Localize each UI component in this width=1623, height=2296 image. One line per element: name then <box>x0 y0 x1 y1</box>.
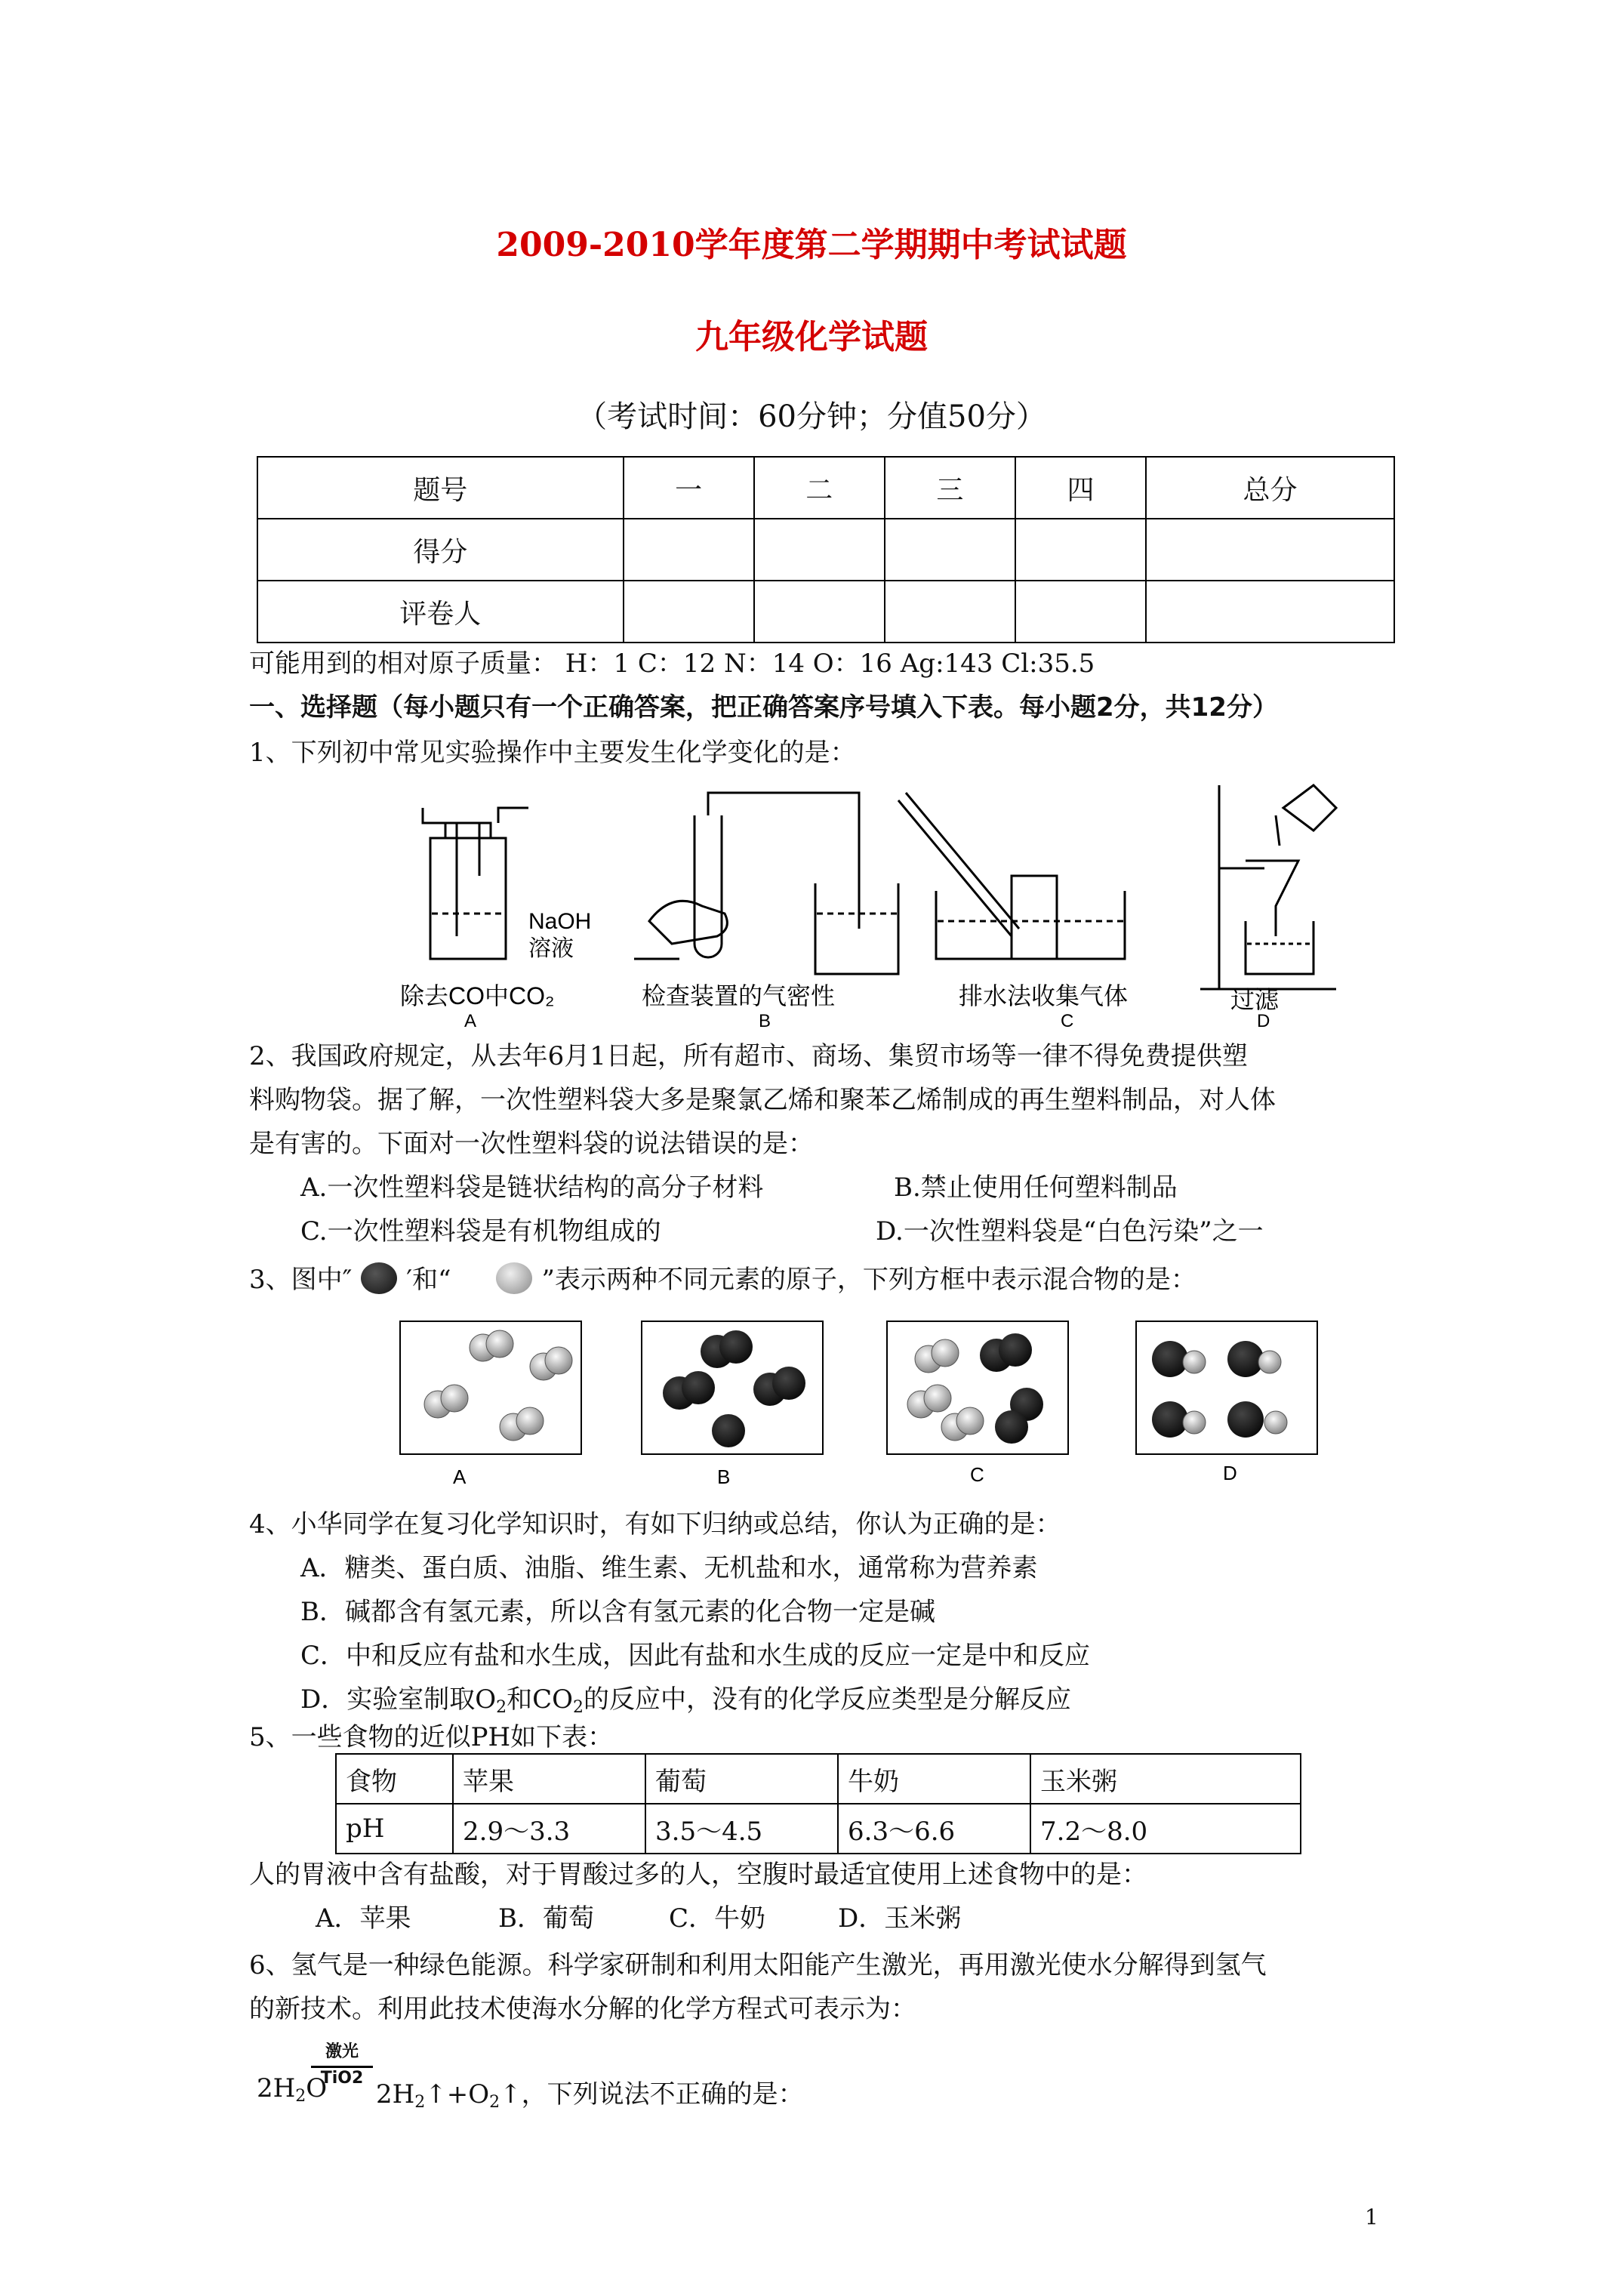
table-cell: 一 <box>624 457 754 519</box>
page-number: 1 <box>1365 2205 1378 2230</box>
atomic-masses: 可能用到的相对原子质量： H：1 C：12 N：14 O：16 Ag:143 Cl:35.5 <box>249 649 1095 679</box>
table-cell: pH <box>336 1804 453 1854</box>
q1-caption-d: 过滤 <box>1230 986 1280 1013</box>
q4-d-suffix: 的反应中，没有的化学反应类型是分解反应 <box>584 1684 1072 1715</box>
q1-letter-a: A <box>464 1011 477 1027</box>
q5-option-b: B．葡萄 <box>498 1903 594 1934</box>
table-cell: 玉米粥 <box>1030 1754 1301 1804</box>
q2-stem-line1: 2、我国政府规定，从去年6月1日起，所有超市、商场、集贸市场等一律不得免费提供塑 <box>249 1041 1248 1071</box>
exam-info: （考试时间：60分钟；分值50分） <box>577 399 1046 434</box>
q1-figure <box>377 778 1344 1027</box>
score-entry-cell[interactable] <box>885 519 1015 581</box>
table-row <box>257 581 1394 643</box>
q1-letter-c: C <box>1061 1011 1074 1027</box>
eq-condition-bottom: TiO2 <box>320 2069 364 2088</box>
q2-option-a: A.一次性塑料袋是链状结构的高分子材料 <box>300 1173 764 1203</box>
q4-d-sub2: 2 <box>573 1698 584 1717</box>
score-table-header-row <box>257 457 1394 519</box>
box-a-molecules <box>424 1330 572 1441</box>
table-cell: 得分 <box>257 519 624 581</box>
q1-stem: 1、下列初中常见实验操作中主要发生化学变化的是： <box>249 738 856 768</box>
q1-letter-b: B <box>759 1011 771 1027</box>
q1-letter-d: D <box>1257 1011 1270 1027</box>
exam-title: 2009-2010学年度第二学期期中考试试题 <box>496 226 1127 264</box>
score-entry-cell[interactable] <box>1146 581 1394 643</box>
q2-option-b: B.禁止使用任何塑料制品 <box>894 1173 1178 1203</box>
q2-option-d: D.一次性塑料袋是“白色污染”之一 <box>876 1216 1264 1247</box>
naoh-label: NaOH <box>528 909 592 934</box>
q3-letter-c: C <box>970 1463 984 1486</box>
q3-letter-b: B <box>717 1465 731 1487</box>
eq-right: $2H_2↑+O_2↑$，下列说法不正确的是： <box>376 2079 804 2112</box>
box-d-molecules <box>1152 1341 1287 1438</box>
q4-option-c: C．中和反应有盐和水生成，因此有盐和水生成的反应一定是中和反应 <box>300 1641 1091 1671</box>
q3-figure <box>393 1314 1344 1487</box>
washing-bottle-icon <box>423 808 528 959</box>
ph-table <box>335 1753 1301 1854</box>
table-cell: 7.2～8.0 <box>1030 1804 1301 1854</box>
dark-atom-icon <box>361 1262 397 1294</box>
q5-question: 人的胃液中含有盐酸，对于胃酸过多的人，空腹时最适宜使用上述食物中的是： <box>249 1860 1147 1890</box>
eq-arrow-line <box>311 2066 373 2068</box>
table-row <box>336 1804 1301 1854</box>
q4-d-mid: 和CO <box>507 1684 574 1715</box>
table-row <box>336 1754 1301 1804</box>
box-c-molecules <box>907 1333 1043 1444</box>
q6-stem-line2: 的新技术。利用此技术使海水分解的化学方程式可表示为： <box>249 1994 916 2024</box>
table-cell: 葡萄 <box>645 1754 838 1804</box>
table-cell: 6.3～6.6 <box>838 1804 1030 1854</box>
naoh-label-2: 溶液 <box>528 936 574 961</box>
score-table <box>257 456 1395 643</box>
q3-letter-a: A <box>453 1465 467 1487</box>
q5-option-a: A．苹果 <box>316 1903 411 1934</box>
q2-option-c: C.一次性塑料袋是有机物组成的 <box>300 1216 661 1247</box>
table-cell: 牛奶 <box>838 1754 1030 1804</box>
q5-option-c: C．牛奶 <box>669 1903 766 1934</box>
q1-caption-c: 排水法收集气体 <box>959 982 1129 1009</box>
airtightness-apparatus-icon <box>634 793 898 974</box>
score-entry-cell[interactable] <box>1015 581 1146 643</box>
score-entry-cell[interactable] <box>624 519 754 581</box>
eq-left: $2H_2O$ <box>257 2073 328 2106</box>
q3-letter-d: D <box>1223 1462 1237 1484</box>
exam-subtitle: 九年级化学试题 <box>695 318 928 356</box>
table-cell: 题号 <box>257 457 624 519</box>
q3-stem-part1: 3、图中″ <box>249 1265 353 1295</box>
water-collection-icon <box>898 793 1125 959</box>
q5-stem: 5、一些食物的近似PH如下表： <box>249 1722 614 1752</box>
q4-stem: 4、小华同学在复习化学知识时，有如下归纳或总结，你认为正确的是： <box>249 1509 1061 1539</box>
table-cell: 四 <box>1015 457 1146 519</box>
table-cell: 2.9～3.3 <box>453 1804 645 1854</box>
q1-caption-b: 检查装置的气密性 <box>642 982 836 1009</box>
table-cell: 食物 <box>336 1754 453 1804</box>
q3-stem <box>249 1262 1196 1294</box>
eq-condition-top: 激光 <box>325 2042 359 2061</box>
score-entry-cell[interactable] <box>885 581 1015 643</box>
table-cell: 评卷人 <box>257 581 624 643</box>
q6-stem-line1: 6、氢气是一种绿色能源。科学家研制和利用太阳能产生激光，再用激光使水分解得到氢气 <box>249 1950 1267 1980</box>
q4-option-d <box>300 1684 1072 1717</box>
table-cell: 三 <box>885 457 1015 519</box>
score-entry-cell[interactable] <box>754 581 885 643</box>
q2-stem-line2: 料购物袋。据了解，一次性塑料袋大多是聚氯乙烯和聚苯乙烯制成的再生塑料制品，对人体 <box>249 1085 1276 1115</box>
q5-option-d: D．玉米粥 <box>838 1903 962 1934</box>
q2-stem-line3: 是有害的。下面对一次性塑料袋的说法错误的是： <box>249 1129 814 1159</box>
q4-d-sub1: 2 <box>496 1698 507 1717</box>
box-b-molecules <box>663 1330 805 1447</box>
section1-title: 一、选择题（每小题只有一个正确答案，把正确答案序号填入下表。每小题2分，共12分） <box>249 692 1278 723</box>
score-entry-cell[interactable] <box>1015 519 1146 581</box>
score-entry-cell[interactable] <box>754 519 885 581</box>
q3-stem-part3: ”表示两种不同元素的原子，下列方框中表示混合物的是： <box>541 1265 1196 1295</box>
q1-caption-a: 除去CO中CO₂ <box>400 982 555 1009</box>
table-cell: 3.5～4.5 <box>645 1804 838 1854</box>
q4-option-b: B．碱都含有氢元素，所以含有氢元素的化合物一定是碱 <box>300 1597 935 1627</box>
table-cell: 苹果 <box>453 1754 645 1804</box>
score-entry-cell[interactable] <box>1146 519 1394 581</box>
filtration-icon <box>1200 785 1336 989</box>
light-atom-icon <box>496 1262 532 1294</box>
score-entry-cell[interactable] <box>624 581 754 643</box>
q4-option-a: A．糖类、蛋白质、油脂、维生素、无机盐和水，通常称为营养素 <box>300 1553 1038 1583</box>
q3-stem-part2: ′和“ <box>406 1265 451 1295</box>
table-cell: 二 <box>754 457 885 519</box>
table-row <box>257 519 1394 581</box>
q4-d-prefix: D．实验室制取O <box>300 1684 497 1715</box>
table-cell: 总分 <box>1146 457 1394 519</box>
